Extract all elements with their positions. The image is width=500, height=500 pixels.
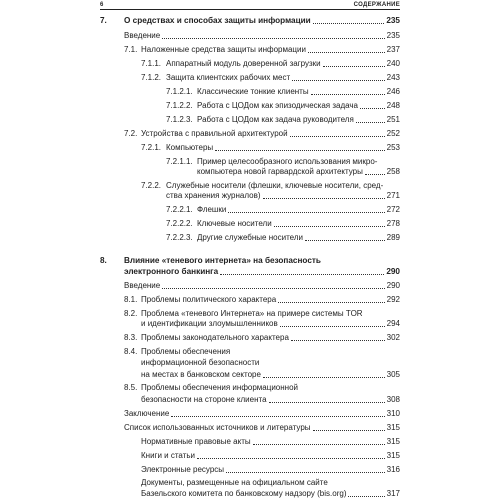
toc-entry — [124, 129, 400, 139]
toc-entry — [124, 45, 400, 55]
page-ref: 305 — [386, 370, 400, 379]
dot-leader — [356, 122, 385, 123]
dot-leader — [220, 274, 384, 275]
toc-entry — [124, 423, 400, 433]
toc-entry-continuation — [141, 489, 400, 499]
entry-title: Работа с ЦОДом как задача руководителя — [197, 115, 354, 124]
dot-leader — [348, 496, 384, 497]
toc-entry — [141, 143, 400, 153]
entry-title-line2: информационной безопасности — [141, 358, 260, 367]
page-ref: 243 — [386, 73, 400, 82]
page-ref: 248 — [386, 101, 400, 110]
dot-leader — [228, 212, 384, 213]
toc-entry — [166, 157, 377, 167]
entry-title: Работа с ЦОДом как эпизодическая задача — [197, 101, 359, 110]
page-ref: 290 — [386, 281, 400, 290]
toc-entry — [141, 59, 400, 69]
entry-number: 7.1.2.1. — [166, 87, 193, 96]
toc-entry — [124, 347, 230, 357]
entry-number: 7.1. — [124, 45, 138, 54]
page-ref: 272 — [386, 205, 400, 214]
page-ref: 292 — [386, 295, 400, 304]
toc-entry — [141, 73, 400, 83]
page-ref: 278 — [386, 219, 400, 228]
toc-entry — [166, 233, 400, 243]
page-number: 6 — [100, 2, 104, 8]
dot-leader — [291, 340, 385, 341]
header-rule — [100, 9, 400, 10]
dot-leader — [263, 377, 385, 378]
entry-title: Введение — [124, 281, 161, 290]
entry-title: Служебные носители (флешки, ключевые носители, сред- — [166, 181, 384, 190]
page-ref: 302 — [386, 333, 400, 342]
toc-entry — [124, 31, 400, 41]
entry-title: Пример целесообразного использования микро- — [197, 157, 378, 166]
page-ref: 315 — [386, 437, 400, 446]
entry-number: 7.1.2. — [141, 73, 162, 82]
toc-entry — [124, 383, 298, 393]
page-ref: 240 — [386, 59, 400, 68]
page-ref: 316 — [386, 465, 400, 474]
toc-entry — [166, 219, 400, 229]
toc-entry — [141, 451, 400, 461]
page-ref: 310 — [386, 409, 400, 418]
entry-title: Защита клиентских рабочих мест — [166, 73, 291, 82]
toc-chapter-8 — [100, 256, 321, 266]
entry-title: Проблемы обеспечения информационной — [141, 383, 298, 392]
toc-entry — [141, 437, 400, 447]
chapter-title: Влияние «теневого интернета» на безопасность — [124, 256, 321, 265]
toc-entry-continuation — [197, 167, 400, 177]
entry-number: 7.2.2. — [141, 181, 162, 190]
toc-entry — [124, 333, 400, 343]
toc-entry-continuation — [141, 395, 400, 405]
toc-chapter-8-continuation — [124, 267, 400, 277]
entry-title: Флешки — [197, 205, 227, 214]
page-ref: 317 — [386, 489, 400, 498]
toc-entry-continuation — [141, 358, 259, 368]
chapter-number: 8. — [100, 256, 107, 265]
entry-title-continuation: на местах в банковском секторе — [141, 370, 261, 379]
toc-entry — [166, 115, 400, 125]
dot-leader — [162, 288, 384, 289]
toc-entry — [141, 465, 400, 475]
entry-title: Проблемы политического характера — [141, 295, 277, 304]
page-ref: 258 — [386, 167, 400, 176]
page-ref: 289 — [386, 233, 400, 242]
entry-number: 7.2.2.2. — [166, 219, 193, 228]
entry-number: 8.5. — [124, 383, 138, 392]
dot-leader — [323, 66, 385, 67]
entry-number: 7.2. — [124, 129, 138, 138]
entry-number: 7.1.2.2. — [166, 101, 193, 110]
dot-leader — [253, 444, 385, 445]
chapter-title: О средствах и способах защиты информации — [124, 16, 311, 25]
entry-title: Документы, размещенные на официальном сайте — [141, 478, 328, 487]
toc-entry — [124, 281, 400, 291]
page-ref: 294 — [386, 319, 400, 328]
entry-number: 7.2.2.1. — [166, 205, 193, 214]
dot-leader — [197, 458, 385, 459]
page-ref: 237 — [386, 45, 400, 54]
entry-number: 7.1.2.3. — [166, 115, 193, 124]
dot-leader — [305, 240, 385, 241]
page-ref: 315 — [386, 451, 400, 460]
toc-entry — [166, 101, 400, 111]
page-ref: 235 — [386, 31, 400, 40]
entry-title: Нормативные правовые акты — [141, 437, 251, 446]
entry-number: 8.2. — [124, 309, 138, 318]
toc-entry-continuation — [141, 319, 400, 329]
toc-entry — [141, 478, 328, 488]
dot-leader — [365, 174, 385, 175]
toc-entry — [141, 181, 383, 191]
dot-leader — [292, 80, 384, 81]
dot-leader — [269, 402, 385, 403]
entry-title-continuation: и идентификации злоумышленников — [141, 319, 278, 328]
entry-number: 8.4. — [124, 347, 138, 356]
page-ref: 308 — [386, 395, 400, 404]
dot-leader — [290, 136, 385, 137]
page-ref: 253 — [386, 143, 400, 152]
entry-title: Книги и статьи — [141, 451, 195, 460]
dot-leader — [280, 326, 385, 327]
page-ref: 251 — [386, 115, 400, 124]
dot-leader — [278, 302, 384, 303]
page-ref: 290 — [386, 267, 400, 276]
entry-title-continuation: ства хранения журналов) — [166, 191, 261, 200]
toc-entry-continuation — [141, 370, 400, 380]
dot-leader — [313, 23, 385, 24]
dot-leader — [162, 38, 384, 39]
entry-title: Введение — [124, 31, 161, 40]
running-header: СОДЕРЖАНИЕ — [353, 2, 400, 8]
toc-entry — [166, 87, 400, 97]
dot-leader — [274, 226, 385, 227]
dot-leader — [263, 198, 385, 199]
dot-leader — [171, 416, 384, 417]
entry-title: Проблема «теневого Интернета» на примере системы TOR — [141, 309, 363, 318]
dot-leader — [308, 52, 385, 53]
entry-number: 7.2.2.3. — [166, 233, 193, 242]
entry-title: Проблемы обеспечения — [141, 347, 231, 356]
dot-leader — [215, 150, 384, 151]
entry-title: Проблемы законодательного характера — [141, 333, 289, 342]
chapter-number: 7. — [100, 16, 107, 25]
dot-leader — [311, 94, 385, 95]
entry-title: Наложенные средства защиты информации — [141, 45, 306, 54]
toc-entry — [166, 205, 400, 215]
dot-leader — [360, 108, 385, 109]
entry-title: Аппаратный модуль доверенной загрузки — [166, 59, 321, 68]
dot-leader — [313, 430, 385, 431]
entry-title: Устройства с правильной архитектурой — [141, 129, 288, 138]
entry-title-continuation: безопасности на стороне клиента — [141, 395, 267, 404]
entry-title: Ключевые носители — [197, 219, 272, 228]
entry-title: Другие служебные носители — [197, 233, 303, 242]
entry-title: Компьютеры — [166, 143, 214, 152]
toc-entry — [124, 409, 400, 419]
entry-title: Заключение — [124, 409, 170, 418]
entry-title: Классические тонкие клиенты — [197, 87, 309, 96]
entry-title-continuation: Базельского комитета по банковскому надзору (bis.org) — [141, 489, 347, 498]
page-ref: 246 — [386, 87, 400, 96]
dot-leader — [226, 472, 385, 473]
page-ref: 235 — [386, 16, 400, 25]
toc-entry — [124, 295, 400, 305]
toc-chapter-7 — [100, 16, 400, 26]
entry-number: 8.3. — [124, 333, 138, 342]
entry-title: Список использованных источников и литературы — [124, 423, 311, 432]
chapter-title-continuation: электронного банкинга — [124, 267, 219, 276]
entry-title: Электронные ресурсы — [141, 465, 225, 474]
toc-entry-continuation — [166, 191, 400, 201]
page-ref: 252 — [386, 129, 400, 138]
entry-number: 8.1. — [124, 295, 138, 304]
entry-title-continuation: компьютера новой гарвардской архитектуры — [197, 167, 363, 176]
page-ref: 271 — [386, 191, 400, 200]
entry-number: 7.1.1. — [141, 59, 162, 68]
entry-number: 7.2.1.1. — [166, 157, 193, 166]
toc-entry — [124, 309, 363, 319]
entry-number: 7.2.1. — [141, 143, 162, 152]
page-ref: 315 — [386, 423, 400, 432]
